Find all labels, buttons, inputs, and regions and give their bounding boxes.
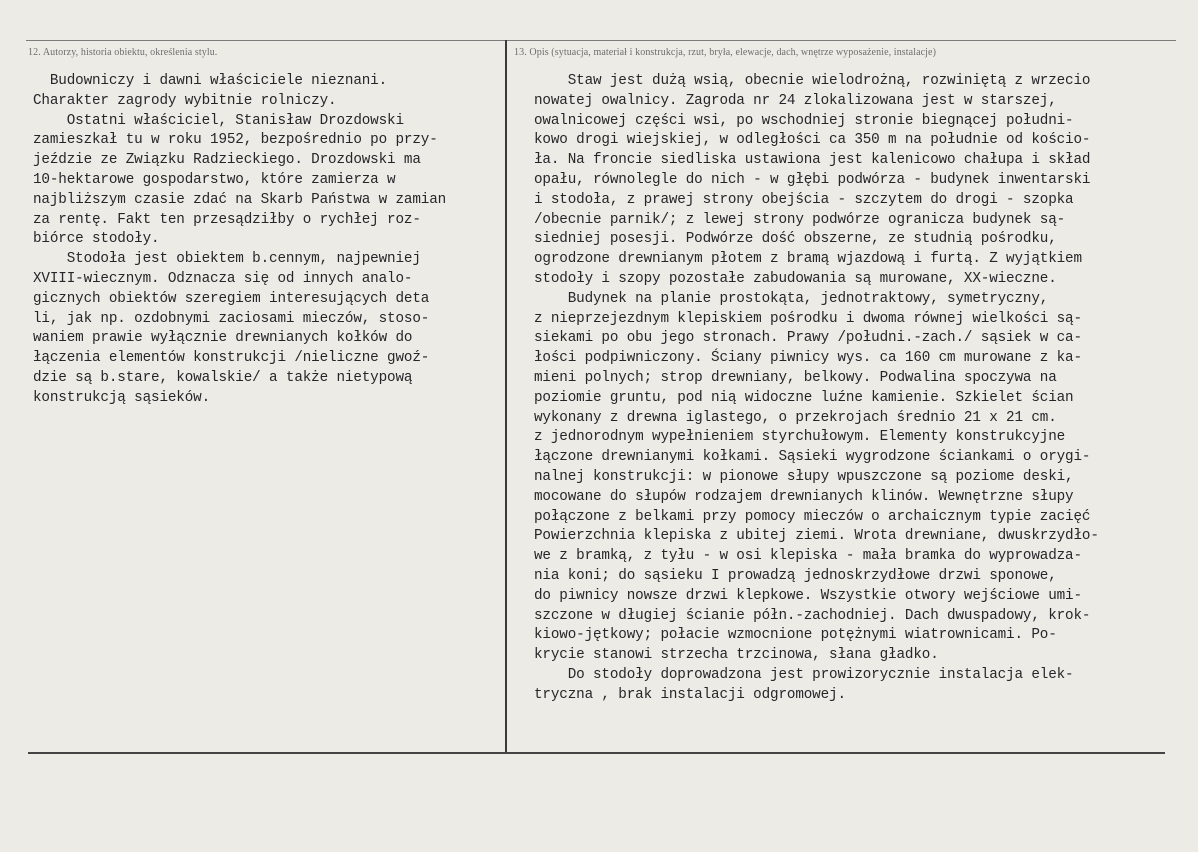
- history-text-line: XVIII-wiecznym. Odznacza się od innych analo-: [33, 270, 413, 287]
- history-text-line: zamieszkał tu w roku 1952, bezpośrednio po przy-: [33, 132, 438, 149]
- description-text-line: łości podpiwniczony. Ściany piwnicy wys. ca 160 cm murowane z ka-: [534, 350, 1082, 367]
- history-text-line: biórce stodoły.: [33, 231, 160, 248]
- history-text-column: [33, 72, 446, 409]
- history-text-line: gicznych obiektów szeregiem interesujących deta: [33, 290, 430, 307]
- description-text-line: szczone w długiej ścianie półn.-zachodniej. Dach dwuspadowy, krok-: [534, 607, 1091, 624]
- history-text-line: Budowniczy i dawni właściciele nieznani.: [33, 73, 388, 89]
- description-text-line: krycie stanowi strzecha trzcinowa, słana gładko.: [534, 647, 939, 664]
- description-text-line: i stodoła, z prawej strony obejścia - szczytem do drogi - szopka: [534, 191, 1074, 208]
- description-text-line: do piwnicy nowsze drzwi klepkowe. Wszystkie otwory wejściowe umi-: [534, 587, 1082, 604]
- description-text-line: z nieprzejezdnym klepiskiem pośrodku i dwoma równej wielkości są-: [534, 310, 1082, 327]
- bottom-rule: [28, 752, 1165, 754]
- description-text-line: we z bramką, z tyłu - w osi klepiska - mała bramka do wyprowadza-: [534, 548, 1082, 565]
- description-text-line: Powierzchnia klepiska z ubitej ziemi. Wrota drewniane, dwuskrzydło-: [534, 528, 1099, 545]
- history-text-line: jeździe ze Związku Radzieckiego. Drozdowski ma: [33, 152, 421, 169]
- description-text-line: owalnicowej części wsi, po wschodniej stronie biegnącej południ-: [534, 112, 1074, 129]
- description-text-line: nalnej konstrukcji: w pionowe słupy wpuszczone są poziome deski,: [534, 468, 1074, 485]
- description-text-column: [534, 72, 1099, 706]
- description-text-line: Budynek na planie prostokąta, jednotraktowy, symetryczny,: [534, 290, 1049, 307]
- description-text-line: nia koni; do sąsieku I prowadzą jednoskrzydłowe drzwi sponowe,: [534, 567, 1057, 584]
- history-text-line: konstrukcją sąsieków.: [33, 389, 211, 406]
- history-text-line: waniem prawie wyłącznie drewnianych kołków do: [33, 330, 413, 347]
- description-text-line: opału, równolegle do nich - w głębi podwórza - budynek inwentarski: [534, 171, 1091, 188]
- history-text-line: za rentę. Fakt ten przesądziłby o rychłej roz-: [33, 211, 421, 228]
- history-text-line: Stodoła jest obiektem b.cennym, najpewniej: [33, 251, 421, 268]
- description-text-line: tryczna , brak instalacji odgromowej.: [534, 686, 846, 703]
- history-text-line: najbliższym czasie zdać na Skarb Państwa w zamian: [33, 191, 447, 208]
- description-text-line: mocowane do słupów rodzajem drewnianych klinów. Wewnętrzne słupy: [534, 488, 1074, 505]
- description-text-line: mieni polnych; strop drewniany, belkowy. Podwalina spoczywa na: [534, 369, 1057, 386]
- section-13-header: 13. Opis (sytuacja, materiał i konstrukcja, rzut, bryła, elewacje, dach, wnętrze wyposażenie, instalacje): [514, 47, 936, 58]
- section-12-header: 12. Autorzy, historia obiektu, określenia stylu.: [28, 47, 218, 58]
- description-text-line: kowo drogi wiejskiej, w odległości ca 350 m na południe od kościo-: [534, 132, 1091, 149]
- description-text-line: poziomie gruntu, pod nią widoczne luźne kamienie. Szkielet ścian: [534, 389, 1074, 406]
- description-text-line: siedniej posesji. Podwórze dość obszerne, ze studnią pośrodku,: [534, 231, 1057, 248]
- description-text-line: /obecnie parnik/; z lewej strony podwórze ogranicza budynek są-: [534, 211, 1066, 228]
- description-text-line: kiowo-jętkowy; połacie wzmocnione potężnymi wiatrownicami. Po-: [534, 627, 1057, 644]
- top-rule: [26, 40, 1176, 41]
- description-text-line: stodoły i szopy pozostałe zabudowania są murowane, XX-wieczne.: [534, 270, 1057, 287]
- description-text-line: ła. Na froncie siedliska ustawiona jest kalenicowo chałupa i skład: [534, 152, 1091, 169]
- description-text-line: Do stodoły doprowadzona jest prowizorycznie instalacja elek-: [534, 666, 1074, 683]
- description-text-line: z jednorodnym wypełnieniem styrchułowym. Elementy konstrukcyjne: [534, 429, 1066, 446]
- description-text-line: ogrodzone drewnianym płotem z bramą wjazdową i furtą. Z wyjątkiem: [534, 251, 1082, 268]
- description-text-line: łączone drewnianymi kołkami. Sąsieki wygrodzone ściankami o orygi-: [534, 449, 1091, 466]
- history-text-line: Charakter zagrody wybitnie rolniczy.: [33, 92, 337, 109]
- column-divider: [505, 40, 507, 753]
- history-text-line: dzie są b.stare, kowalskie/ a także nietypową: [33, 369, 413, 386]
- history-text-line: łączenia elementów konstrukcji /nieliczne gwoź-: [33, 350, 430, 367]
- description-text-line: Staw jest dużą wsią, obecnie wielodrożną, rozwiniętą z wrzecio: [534, 73, 1091, 89]
- history-text-line: li, jak np. ozdobnymi zaciosami mieczów, stoso-: [33, 310, 430, 327]
- description-text-line: nowatej owalnicy. Zagroda nr 24 zlokalizowana jest w starszej,: [534, 92, 1057, 109]
- description-text-line: wykonany z drewna iglastego, o przekrojach średnio 21 x 21 cm.: [534, 409, 1057, 426]
- description-text-line: połączone z belkami przy pomocy mieczów o archaicznym typie zacięć: [534, 508, 1091, 525]
- history-text-line: Ostatni właściciel, Stanisław Drozdowski: [33, 112, 404, 129]
- history-text-line: 10-hektarowe gospodarstwo, które zamierza w: [33, 171, 396, 188]
- description-text-line: siekami po obu jego stronach. Prawy /południ.-zach./ sąsiek w ca-: [534, 330, 1082, 347]
